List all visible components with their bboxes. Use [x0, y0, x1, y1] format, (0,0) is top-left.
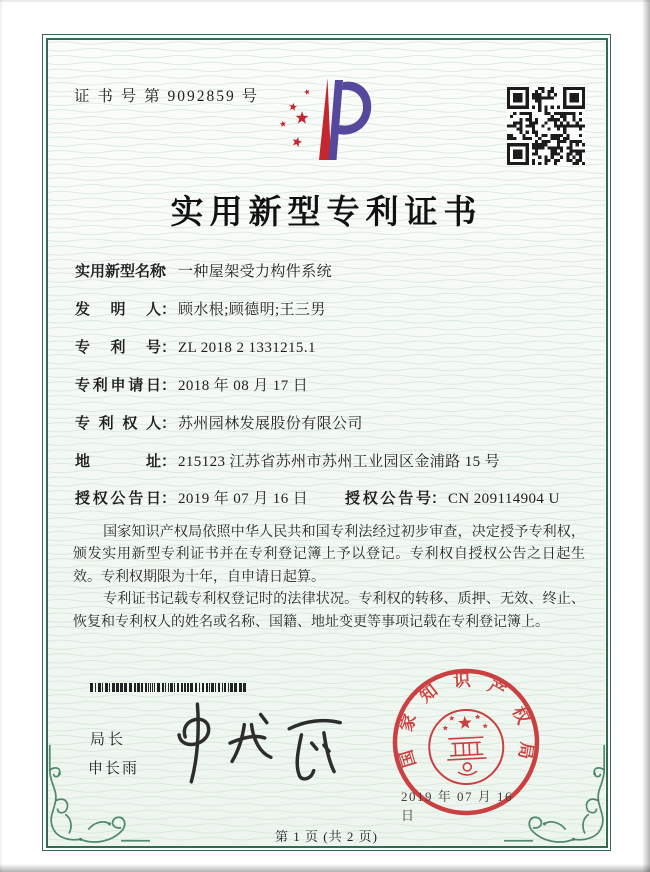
- page-title: 实用新型专利证书: [170, 195, 483, 231]
- legal-paragraph: 国家知识产权局依照中华人民共和国专利法经过初步审查，决定授予专利权，颁发实用新型专利证书并在专利登记簿上予以登记。专利权自授权公告之日起生效。专利权期限为十年，自申请日起算。: [73, 525, 585, 585]
- field-colon: ：: [161, 264, 177, 280]
- scan-edge: [642, 0, 650, 872]
- page-footer: 第 1 页 (共 2 页): [275, 829, 378, 844]
- field-row: [75, 487, 595, 507]
- field-label: 专利申请日: [75, 378, 161, 394]
- field-colon: ：: [161, 454, 177, 470]
- field-colon: ：: [161, 491, 177, 507]
- field-label: 地址: [75, 454, 161, 470]
- field-value: 2018 年 08 月 17 日: [178, 378, 309, 394]
- cnipa-logo-icon: [276, 74, 376, 164]
- gazette-number-group: [345, 487, 560, 508]
- field-value: 苏州园林发展股份有限公司: [178, 416, 363, 432]
- field-row: [75, 450, 500, 470]
- national-emblem-icon: [447, 737, 487, 776]
- field-value: 215123 江苏省苏州市苏州工业园区金浦路 15 号: [178, 454, 501, 470]
- field-colon: ：: [161, 302, 177, 318]
- scan-edge: [0, 0, 2, 872]
- field-colon: ：: [431, 491, 447, 507]
- field-colon: ：: [161, 416, 177, 432]
- field-colon: ：: [161, 340, 177, 356]
- field-value: ZL 2018 2 1331215.1: [178, 340, 316, 356]
- field-label: 授权公告日: [75, 491, 161, 507]
- signer-name: 申长雨: [88, 761, 140, 777]
- certificate-number: 证 书 号 第 9092859 号: [74, 88, 260, 105]
- qr-code: [507, 87, 585, 165]
- signature-handwriting: [150, 690, 355, 792]
- field-label: 授权公告号: [345, 491, 431, 507]
- seal-org-text: 国家知识产权局: [396, 670, 537, 770]
- field-row: [75, 260, 332, 280]
- seal-date: 2019 年 07 月 16 日: [401, 789, 514, 823]
- field-row: [75, 374, 308, 394]
- scan-edge: [0, 0, 650, 2]
- field-label: 发明人: [75, 302, 161, 318]
- field-value: 2019 年 07 月 16 日: [178, 491, 309, 507]
- field-label: 专利号: [75, 340, 161, 356]
- field-value: 顾水根;顾德明;王三男: [178, 302, 326, 318]
- field-value: 一种屋架受力构件系统: [178, 264, 333, 280]
- field-colon: ：: [161, 378, 177, 394]
- field-row: [75, 298, 326, 318]
- legal-text: [73, 522, 585, 634]
- field-row: [75, 412, 363, 432]
- scan-edge: [0, 864, 650, 872]
- field-label: 专利权人: [75, 416, 161, 432]
- field-value: CN 209114904 U: [448, 491, 560, 507]
- field-row: [75, 336, 316, 356]
- legal-paragraph: 专利证书记载专利权登记时的法律状况。专利权的转移、质押、无效、终止、恢复和专利权人的姓名或名称、国籍、地址变更等事项记载在专利登记簿上。: [73, 592, 585, 630]
- field-label: 实用新型名称: [75, 264, 166, 280]
- signer-title: 局长: [90, 732, 127, 748]
